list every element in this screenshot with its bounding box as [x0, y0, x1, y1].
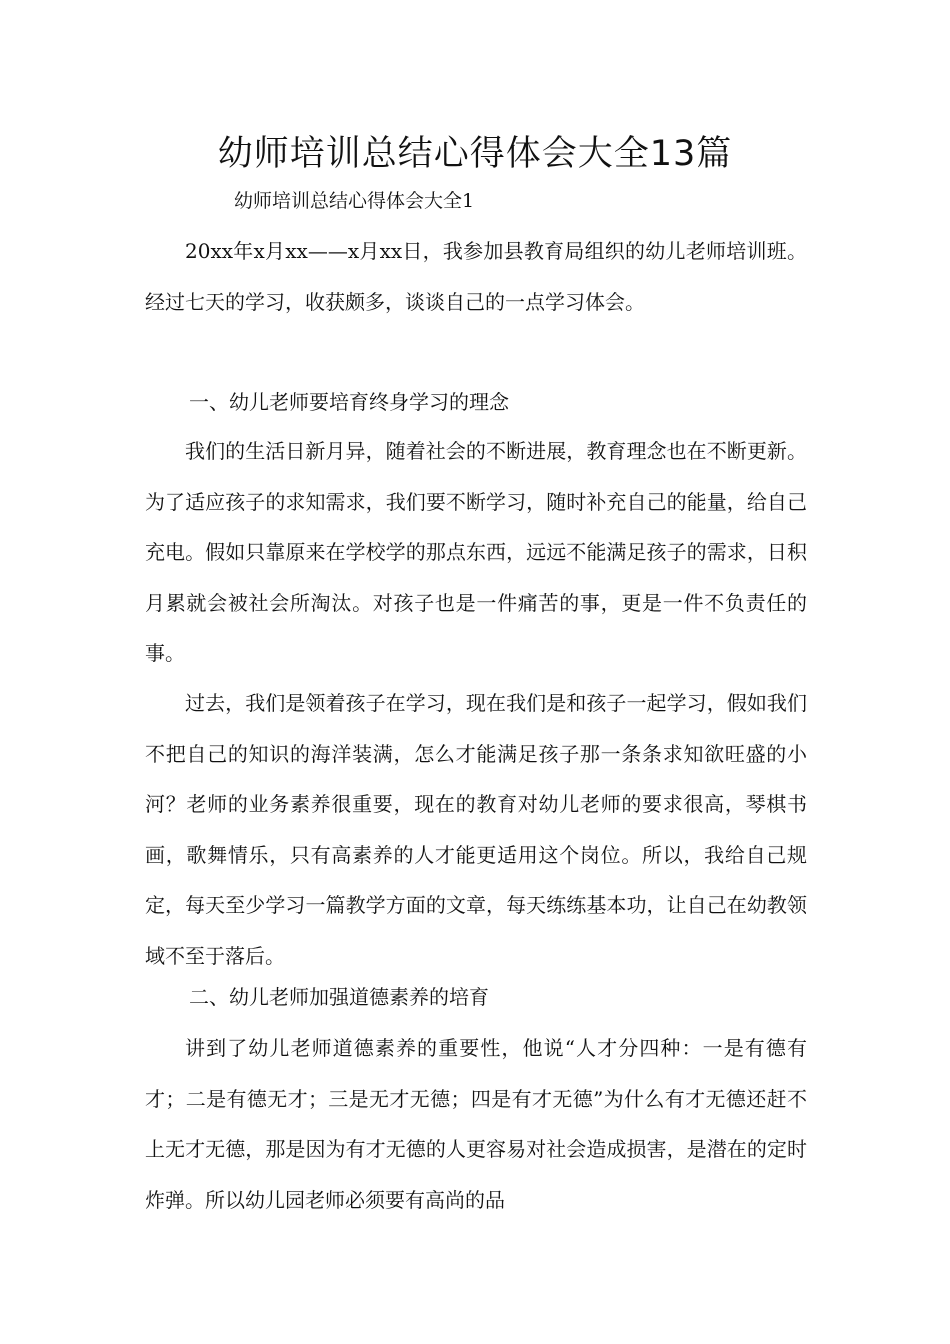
intro-paragraph: 20xx年x月xx——x月xx日，我参加县教育局组织的幼儿老师培训班。经过七天的学习，收获颇多，谈谈自己的一点学习体会。 [145, 239, 807, 314]
section-1-paragraph-2: 过去，我们是领着孩子在学习，现在我们是和孩子一起学习，假如我们不把自己的知识的海洋装满，怎么才能满足孩子那一条条求知欲旺盛的小河？老师的业务素养很重要，现在的教育对幼儿老师的要求很高，琴棋书画，歌舞情乐，只有高素养的人才能更适用这个岗位。所以，我给自己规定，每天至少学习一篇教学方面的文章，每天练练基本功，让自己在幼教领域不至于落后。 [145, 691, 807, 968]
section-1-paragraph-1: 我们的生活日新月异，随着社会的不断进展，教育理念也在不断更新。为了适应孩子的求知需求，我们要不断学习，随时补充自己的能量，给自己充电。假如只靠原来在学校学的那点东西，远远不能满足孩子的需求，日积月累就会被社会所淘汰。对孩子也是一件痛苦的事，更是一件不负责任的事。 [145, 439, 807, 665]
section-1-heading: 一、幼儿老师要培育终身学习的理念 [189, 390, 509, 414]
section-2-paragraph-1: 讲到了幼儿老师道德素养的重要性，他说“人才分四种：一是有德有才；二是有德无才；三是无才无德；四是有才无德”为什么有才无德还赶不上无才无德，那是因为有才无德的人更容易对社会造成损害，是潜在的定时炸弹。所以幼儿园老师必须要有高尚的品 [145, 1036, 807, 1212]
document-title: 幼师培训总结心得体会大全13篇 [217, 134, 733, 174]
section-2-heading: 二、幼儿老师加强道德素养的培育 [189, 985, 489, 1009]
document-subtitle: 幼师培训总结心得体会大全1 [234, 190, 475, 212]
